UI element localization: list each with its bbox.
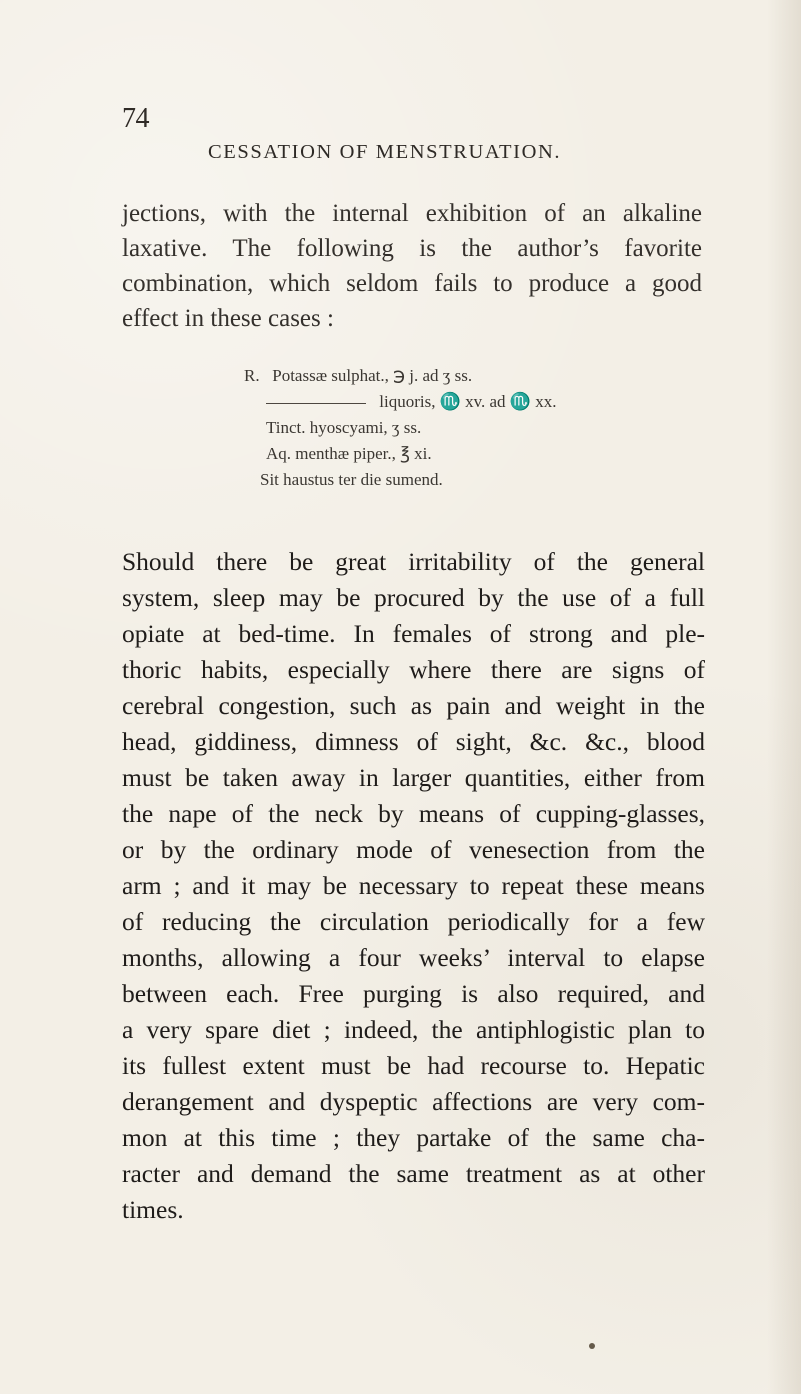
intro-line: laxative. The following is the author’s favorite (122, 235, 702, 262)
ditto-dash (266, 403, 366, 404)
prescription-line (244, 441, 674, 467)
text-line: derangement and dyspeptic affections are very com- (122, 1087, 705, 1116)
intro-line: effect in these cases : (122, 305, 334, 332)
text-line: opiate at bed-time. In females of strong and ple- (122, 619, 705, 648)
intro-line: combination, which seldom fails to produce a good (122, 270, 702, 297)
text-line: a very spare diet ; indeed, the antiphlogistic plan to (122, 1015, 705, 1044)
recipe-symbol: R. (244, 366, 260, 385)
text-line: thoric habits, especially where there are signs of (122, 655, 705, 684)
text-line: system, sleep may be procured by the use of a full (122, 583, 705, 612)
prescription-ingredient: Potassæ sulphat., ℈ j. ad ʒ ss. (272, 366, 473, 385)
intro-line: jections, with the internal exhibition of an alkaline (122, 200, 702, 227)
prescription-ingredient: liquoris, ♏ xv. ad ♏ xx. (379, 392, 557, 411)
text-line: head, giddiness, dimness of sight, &c. &c., blood (122, 727, 705, 756)
prescription-direction: Sit haustus ter die sumend. (260, 470, 443, 489)
page-edge-shadow (767, 0, 801, 1394)
text-line: arm ; and it may be necessary to repeat these means (122, 871, 705, 900)
running-head: CESSATION OF MENSTRUATION. (208, 141, 562, 163)
prescription-ingredient: Tinct. hyoscyami, ʒ ss. (266, 418, 422, 437)
text-line: between each. Free purging is also required, and (122, 979, 705, 1008)
text-line: mon at this time ; they partake of the same cha- (122, 1123, 705, 1152)
text-line: racter and demand the same treatment as at other (122, 1159, 705, 1188)
prescription-line (244, 389, 674, 415)
prescription-line (244, 363, 674, 389)
text-line: or by the ordinary mode of venesection from the (122, 835, 705, 864)
ink-dot (589, 1343, 595, 1349)
prescription-line (244, 415, 674, 441)
prescription-line (244, 467, 674, 493)
page-number: 74 (122, 103, 149, 134)
text-line: its fullest extent must be had recourse to. Hepatic (122, 1051, 705, 1080)
text-line: cerebral congestion, such as pain and weight in the (122, 691, 705, 720)
prescription-block (244, 363, 674, 493)
text-line: must be taken away in larger quantities, either from (122, 763, 705, 792)
text-line: the nape of the neck by means of cupping-glasses, (122, 799, 705, 828)
intro-paragraph (122, 196, 702, 336)
text-line: times. (122, 1195, 184, 1224)
text-line: Should there be great irritability of the general (122, 547, 705, 576)
text-line: of reducing the circulation periodically for a few (122, 907, 705, 936)
prescription-ingredient: Aq. menthæ piper., ℥ xi. (266, 444, 432, 463)
main-paragraph (122, 544, 705, 1228)
text-line: months, allowing a four weeks’ interval to elapse (122, 943, 705, 972)
